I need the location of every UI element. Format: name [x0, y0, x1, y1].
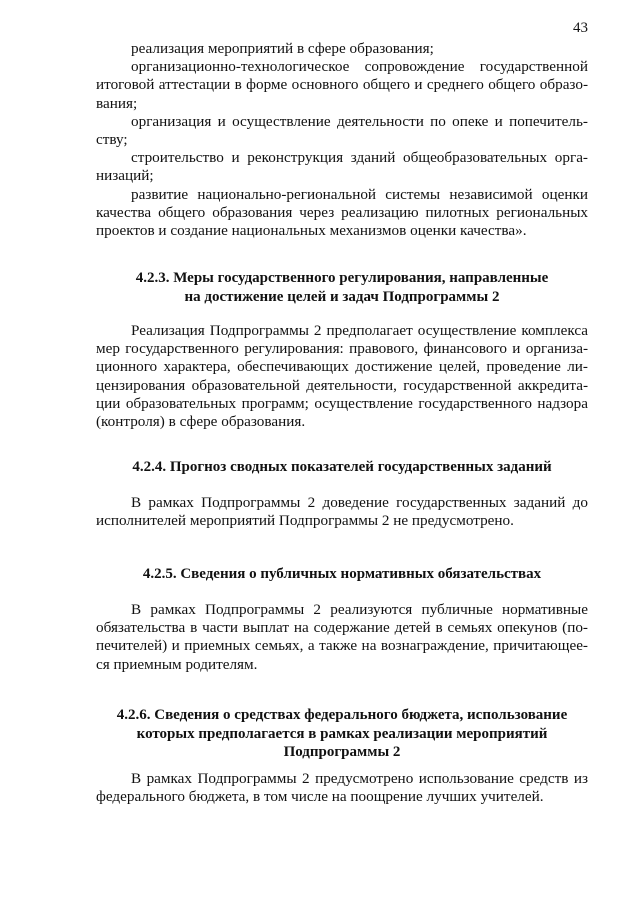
paragraph-line: (контроля) в сфере образования.: [96, 413, 306, 431]
paragraph-line: В рамках Подпрограммы 2 доведение государственных заданий до: [131, 494, 588, 511]
section-heading: [96, 565, 588, 584]
section-paragraph: [96, 770, 588, 806]
heading-line: 4.2.4. Прогноз сводных показателей государственных заданий: [132, 459, 552, 475]
list-item: [96, 149, 588, 185]
paragraph-line: обязательства в части выплат на содержание детей в семьях опекунов (по-: [96, 619, 588, 637]
paragraph-line: Реализация Подпрограммы 2 предполагает осуществление комплекса: [131, 322, 588, 339]
list-line: вания;: [96, 94, 138, 112]
paragraph-line: федерального бюджета, в том числе на поощрение лучших учителей.: [96, 788, 544, 806]
heading-line: 4.2.3. Меры государственного регулирования, направленные: [135, 270, 549, 286]
list-line: реализация мероприятий в сфере образования;: [131, 40, 434, 57]
list-line: проектов и создание национальных механизмов оценки качества».: [96, 222, 527, 240]
heading-line: которых предполагается в рамках реализации мероприятий: [136, 725, 548, 742]
section-paragraph: [96, 494, 588, 530]
paragraph-line: ции образовательных программ; осуществление государственного надзора: [96, 394, 588, 412]
list-line: организация и осуществление деятельности по опеке и попечитель-: [131, 112, 588, 130]
list-line: развитие национально-региональной системы независимой оценки: [131, 185, 588, 203]
list-line: организационно-технологическое сопровождение государственной: [131, 58, 588, 76]
paragraph-line: цензирования образовательной деятельности, государственной аккредита-: [96, 376, 588, 394]
list-item: [96, 40, 588, 58]
section-heading: [96, 706, 588, 762]
section-paragraph: [96, 601, 588, 674]
paragraph-line: В рамках Подпрограммы 2 предусмотрено использование средств из: [131, 770, 588, 787]
paragraph-line: исполнителей мероприятий Подпрограммы 2 не предусмотрено.: [96, 512, 514, 530]
heading-line: Подпрограммы 2: [283, 744, 401, 760]
paragraph-line: мер государственного регулирования: правового, финансового и организа-: [96, 340, 588, 358]
list-line: качества общего образования через реализацию пилотных региональных: [96, 203, 588, 221]
paragraph-line: ся приемным родителям.: [96, 655, 258, 673]
list-item: [96, 186, 588, 241]
list-line: ству;: [96, 131, 128, 149]
paragraph-line: печителей) и приемных семьях, а также на вознаграждение, причитающее-: [96, 637, 588, 655]
list-line: строительство и реконструкция зданий общеобразовательных орга-: [131, 149, 588, 167]
page-number: 43: [573, 20, 588, 36]
intro-list: [96, 40, 588, 240]
list-line: итоговой аттестации в форме основного общего и среднего общего образо-: [96, 76, 588, 94]
paragraph-line: ционного характера, обеспечивающих достижение целей, проведение ли-: [96, 358, 588, 376]
section-heading: [96, 269, 588, 306]
list-line: низаций;: [96, 167, 154, 185]
heading-line: на достижение целей и задач Подпрограммы 2: [184, 288, 500, 305]
paragraph-line: В рамках Подпрограммы 2 реализуются публичные нормативные: [131, 601, 588, 618]
section-paragraph: [96, 322, 588, 431]
section-heading: [96, 458, 588, 477]
heading-line: 4.2.5. Сведения о публичных нормативных обязательствах: [142, 566, 542, 582]
list-item: [96, 58, 588, 113]
heading-line: 4.2.6. Сведения о средствах федерального бюджета, использование: [116, 707, 568, 723]
list-item: [96, 113, 588, 149]
